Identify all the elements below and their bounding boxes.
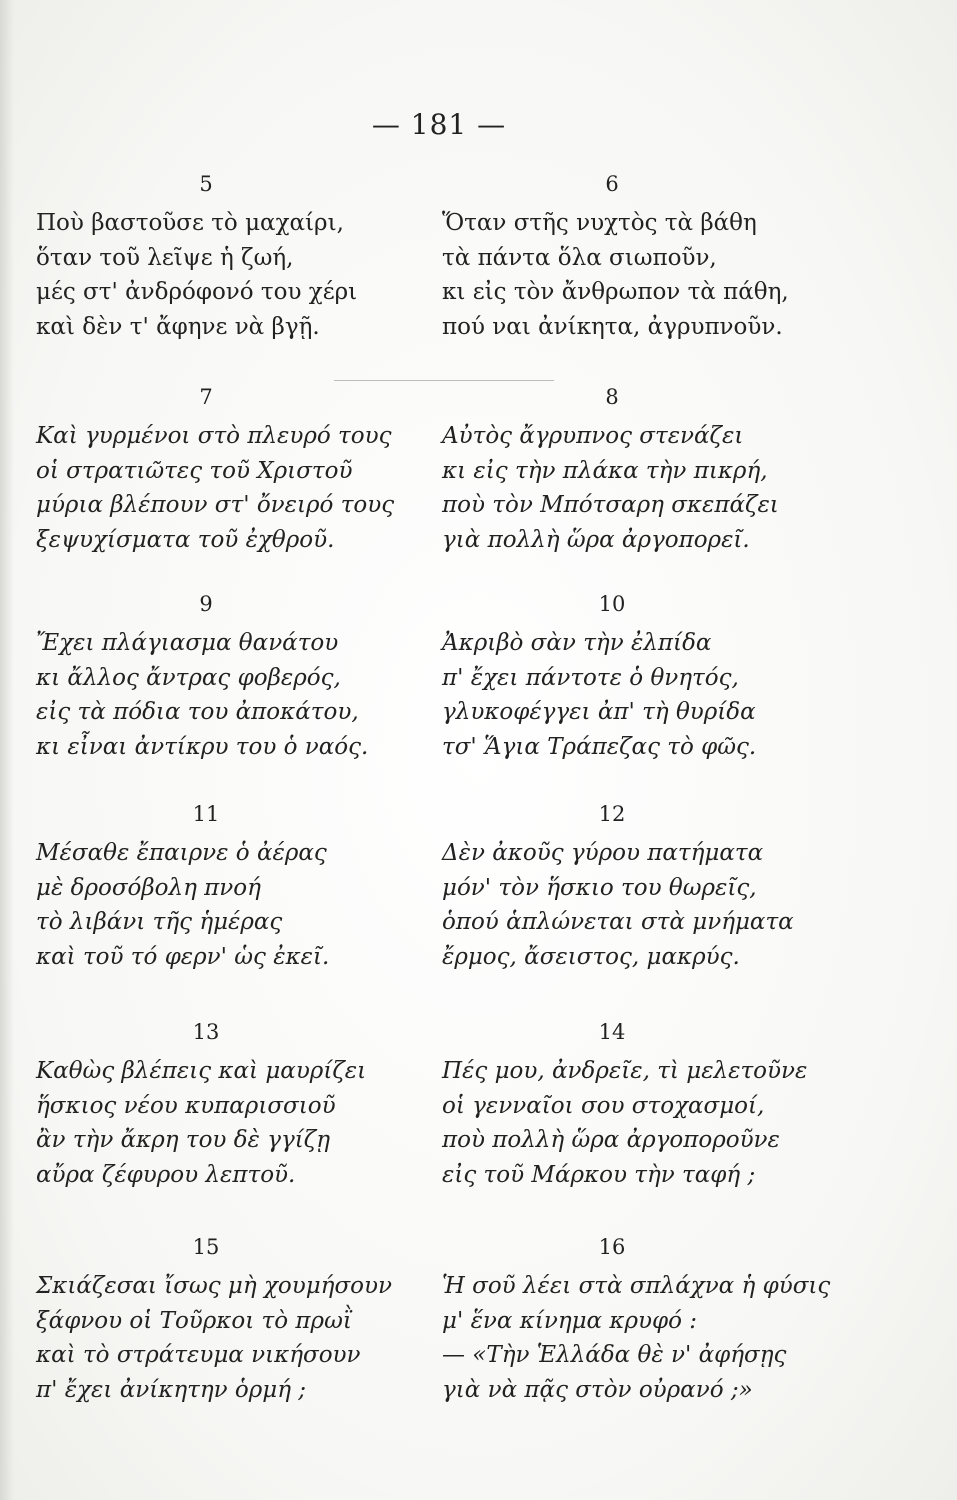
verse-line: ξάφνου οἱ Τοῦρκοι τὸ πρωῒ xyxy=(36,1307,352,1334)
verse-line: Μέσαθε ἔπαιρνε ὁ ἀέρας xyxy=(36,840,327,866)
verse-line: κι ἄλλος ἄντρας φοβερός, xyxy=(36,664,341,691)
verse-line: ἔρμος, ἄσειστος, μακρύς. xyxy=(442,943,740,970)
verse-line: οἱ στρατιῶτες τοῦ Χριστοῦ xyxy=(36,457,353,484)
page-number: — 181 — xyxy=(371,108,507,141)
stanza-11 xyxy=(36,802,436,974)
stanza-9 xyxy=(36,592,436,764)
verse-line: γλυκοφέγγει ἀπ' τὴ θυρίδα xyxy=(442,699,756,725)
verse-line: Ὅταν στῆς νυχτὸς τὰ βάθη xyxy=(442,210,757,236)
verse-line: γιὰ νὰ πᾷς στὸν οὐρανό ;» xyxy=(442,1376,753,1403)
verse-line: καὶ τοῦ τό φερν' ὡς ἐκεῖ. xyxy=(36,943,330,970)
stanza-number: 14 xyxy=(598,1020,626,1044)
divider-line xyxy=(334,380,554,381)
stanza-number: 12 xyxy=(598,802,626,826)
stanza-12 xyxy=(442,802,842,974)
verse-line: τὸ λιβάνι τῆς ἡμέρας xyxy=(36,909,283,935)
verse-line: οἱ γενναῖοι σου στοχασμοί, xyxy=(442,1092,765,1119)
stanza-number: 8 xyxy=(605,385,619,409)
verse-line: γιὰ πολλὴ ὥρα ἀργοπορεῖ. xyxy=(442,526,750,553)
stanza-5 xyxy=(36,172,436,344)
verse-line: ξεψυχίσματα τοῦ ἐχθροῦ. xyxy=(36,526,335,553)
verse-line: κι εἰς τὸν ἄνθρωπον τὰ πάθη, xyxy=(442,279,789,305)
verse-line: ποὺ πολλὴ ὥρα ἀργοποροῦνε xyxy=(442,1127,780,1153)
verse-line: ποὺ τὸν Μπότσαρη σκεπάζει xyxy=(442,492,779,518)
verse-line: μὲ δροσόβολη πνοή xyxy=(36,874,261,901)
stanza-number: 9 xyxy=(199,592,213,616)
stanza-15 xyxy=(36,1235,436,1407)
verse-line: μύρια βλέπουν στ' ὄνειρό τους xyxy=(36,492,395,518)
verse-line: Αὐτὸς ἄγρυπνος στενάζει xyxy=(442,423,744,449)
stanza-6 xyxy=(442,172,842,344)
stanza-number: 15 xyxy=(192,1235,220,1259)
page-edge-shadow xyxy=(0,0,14,1500)
verse-line: Σκιάζεσαι ἴσως μὴ χουμήσουν xyxy=(36,1273,392,1299)
stanza-number: 11 xyxy=(192,802,220,826)
verse-line: μ' ἕνα κίνημα κρυφό : xyxy=(442,1307,697,1334)
verse-line: τὰ πάντα ὅλα σιωποῦν, xyxy=(442,244,717,271)
stanza-number: 13 xyxy=(192,1020,220,1044)
verse-line: Ἀκριβὸ σὰν τὴν ἐλπίδα xyxy=(442,630,712,656)
verse-line: μές στ' ἀνδρόφονό του χέρι xyxy=(36,279,358,305)
verse-line: Ἡ σοῦ λέει στὰ σπλάχνα ἡ φύσις xyxy=(442,1273,831,1299)
verse-line: Δὲν ἀκοῦς γύρου πατήματα xyxy=(442,840,764,866)
verse-line: Καθὼς βλέπεις καὶ μαυρίζει xyxy=(36,1058,367,1084)
verse-line: κι εἰς τὴν πλάκα τὴν πικρή, xyxy=(442,457,768,484)
verse-line: Ποὺ βαστοῦσε τὸ μαχαίρι, xyxy=(36,210,344,236)
verse-line: αὔρα ζέφυρου λεπτοῦ. xyxy=(36,1161,296,1188)
verse-line: καὶ δὲν τ' ἄφηνε νὰ βγῇ. xyxy=(36,313,320,340)
verse-line: κι εἶναι ἀντίκρυ του ὁ ναός. xyxy=(36,733,369,760)
verse-line: π' ἔχει ἀνίκητην ὁρμή ; xyxy=(36,1376,307,1403)
verse-line: καὶ τὸ στράτευμα νικήσουν xyxy=(36,1342,361,1368)
verse-line: εἰς τοῦ Μάρκου τὴν ταφή ; xyxy=(442,1161,756,1188)
stanza-number: 7 xyxy=(199,385,213,409)
verse-line: ὁπού ἁπλώνεται στὰ μνήματα xyxy=(442,909,794,935)
stanza-10 xyxy=(442,592,842,764)
verse-line: ἥσκιος νέου κυπαρισσιοῦ xyxy=(36,1092,336,1119)
verse-line: πού ναι ἀνίκητα, ἀγρυπνοῦν. xyxy=(442,313,783,340)
stanza-16 xyxy=(442,1235,842,1407)
verse-line: π' ἔχει πάντοτε ὁ θνητός, xyxy=(442,664,739,691)
verse-line: εἰς τὰ πόδια του ἀποκάτου, xyxy=(36,699,359,725)
verse-line: τσ' Ἅγια Τράπεζας τὸ φῶς. xyxy=(442,733,757,760)
stanza-7 xyxy=(36,385,436,557)
stanza-number: 5 xyxy=(199,172,213,196)
verse-line: ὅταν τοῦ λεῖψε ἡ ζωή, xyxy=(36,244,294,271)
verse-line: Πές μου, ἀνδρεῖε, τὶ μελετοῦνε xyxy=(442,1058,808,1084)
stanza-14 xyxy=(442,1020,842,1192)
stanza-number: 10 xyxy=(598,592,626,616)
verse-line: μόν' τὸν ἥσκιο του θωρεῖς, xyxy=(442,874,757,901)
stanza-13 xyxy=(36,1020,436,1192)
stanza-8 xyxy=(442,385,842,557)
verse-line: Καὶ γυρμένοι στὸ πλευρό τους xyxy=(36,423,392,449)
verse-line: — «Τὴν Ἑλλάδα θὲ ν' ἀφήσῃς xyxy=(442,1342,787,1368)
verse-line: ἂν τὴν ἄκρη του δὲ γγίζῃ xyxy=(36,1127,330,1153)
verse-line: Ἔχει πλάγιασμα θανάτου xyxy=(36,630,339,656)
stanza-number: 6 xyxy=(605,172,619,196)
stanza-number: 16 xyxy=(598,1235,626,1259)
